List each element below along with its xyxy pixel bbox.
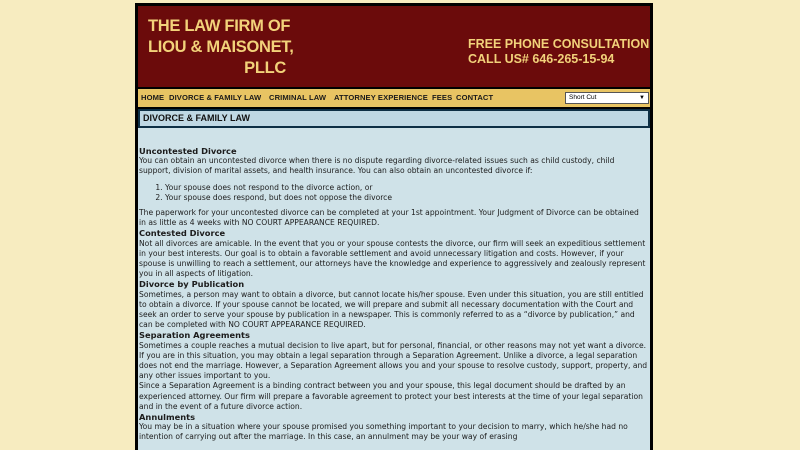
separation-text-2: Since a Separation Agreement is a binding contract between you and your spouse, this legal document should be drafted by an experienced attorney. Our firm will prepare a favorable agreement to protect your best interests at the time of your legal separation and in the event of a future divorce action. xyxy=(139,381,643,411)
separation-text-1: Sometimes a couple reaches a mutual decision to live apart, but for personal, financial, or other reasons may not yet want a divorce. If you are in this situation, you may obtain a legal separation through a Separation Agreement. Unlike a divorce, a legal separation does not end the marriage. However, a Separation Agreement allows you and your spouse to resolve custody, support, property, and any other issues important to you. xyxy=(139,340,648,381)
page-title-bar xyxy=(138,109,650,128)
nav-attorney-experience[interactable]: ATTORNEY EXPERIENCE xyxy=(334,93,428,102)
annulments-heading: Annulments xyxy=(139,412,196,423)
phone-consultation xyxy=(468,37,649,67)
firm-logo[interactable] xyxy=(148,16,294,79)
separation-heading: Separation Agreements xyxy=(139,330,250,341)
nav-fees[interactable]: FEES xyxy=(432,93,453,102)
uncontested-intro: You can obtain an uncontested divorce when there is no dispute regarding divorce-related issues such as child custody, child support, division of marital assets, and health insurance. You can also obtain an uncontested divorce if: xyxy=(139,156,615,176)
annulments-text: You may be in a situation where your spouse promised you something important to your decision to marry, which he/she had no intention of carrying out after the marriage. In this case, an annulment may be your way of erasing xyxy=(139,422,628,442)
phone-number: CALL US# 646-265-15-94 xyxy=(468,52,615,66)
nav-contact[interactable]: CONTACT xyxy=(456,93,494,102)
main-nav xyxy=(138,89,650,107)
chevron-down-icon: ▼ xyxy=(639,95,645,101)
site-header xyxy=(138,6,650,87)
publication-text: Sometimes, a person may want to obtain a divorce, but cannot locate his/her spouse. Even under this situation, you are still entitled to obtain a divorce. If your spouse cannot be located, we will prepare and submit all necessary documentation with the Court and seek an order to serve your spouse by publication in a newspaper. This is commonly referred to as a “divorce by publication,” and can be completed with NO COURT APPEARANCE REQUIRED. xyxy=(139,289,644,330)
contested-text: Not all divorces are amicable. In the event that you or your spouse contests the divorce, our firm will seek an expeditious settlement in your best interests. Our goal is to obtain a favorable settlement and avoid unnecessary litigation and costs. However, if your spouse is unwilling to reach a settlement, our attorneys have the knowledge and experience to aggressively and zealously represent you in all aspects of litigation. xyxy=(139,238,646,279)
list-item: 2. Your spouse does respond, but does not oppose the divorce xyxy=(165,193,648,203)
contested-heading: Contested Divorce xyxy=(139,228,226,239)
shortcut-select-value: Short Cut xyxy=(569,94,597,101)
nav-home[interactable]: HOME xyxy=(141,93,165,102)
nav-divorce-family-law[interactable]: DIVORCE & FAMILY LAW xyxy=(169,93,262,102)
shortcut-select[interactable] xyxy=(565,92,649,104)
logo-line-3: PLLC xyxy=(244,59,286,77)
list-item: 1. Your spouse does not respond to the divorce action, or xyxy=(165,183,648,193)
publication-heading: Divorce by Publication xyxy=(139,279,245,290)
logo-line-2: LIOU & MAISONET, xyxy=(148,38,294,56)
page-title: DIVORCE & FAMILY LAW xyxy=(143,113,251,123)
uncontested-paperwork: The paperwork for your uncontested divorce can be completed at your 1st appointment. Your Judgment of Divorce can be obtained in as little as 4 weeks with NO COURT APPEARANCE REQUIRED. xyxy=(139,208,639,228)
uncontested-conditions-list xyxy=(139,183,648,203)
page-frame xyxy=(135,3,653,450)
nav-criminal-law[interactable]: CRIMINAL LAW xyxy=(269,93,327,102)
logo-line-1: THE LAW FIRM OF xyxy=(148,17,291,35)
phone-consultation-title: FREE PHONE CONSULTATION xyxy=(468,37,650,51)
uncontested-heading: Uncontested Divorce xyxy=(139,146,237,156)
main-content xyxy=(138,128,650,450)
